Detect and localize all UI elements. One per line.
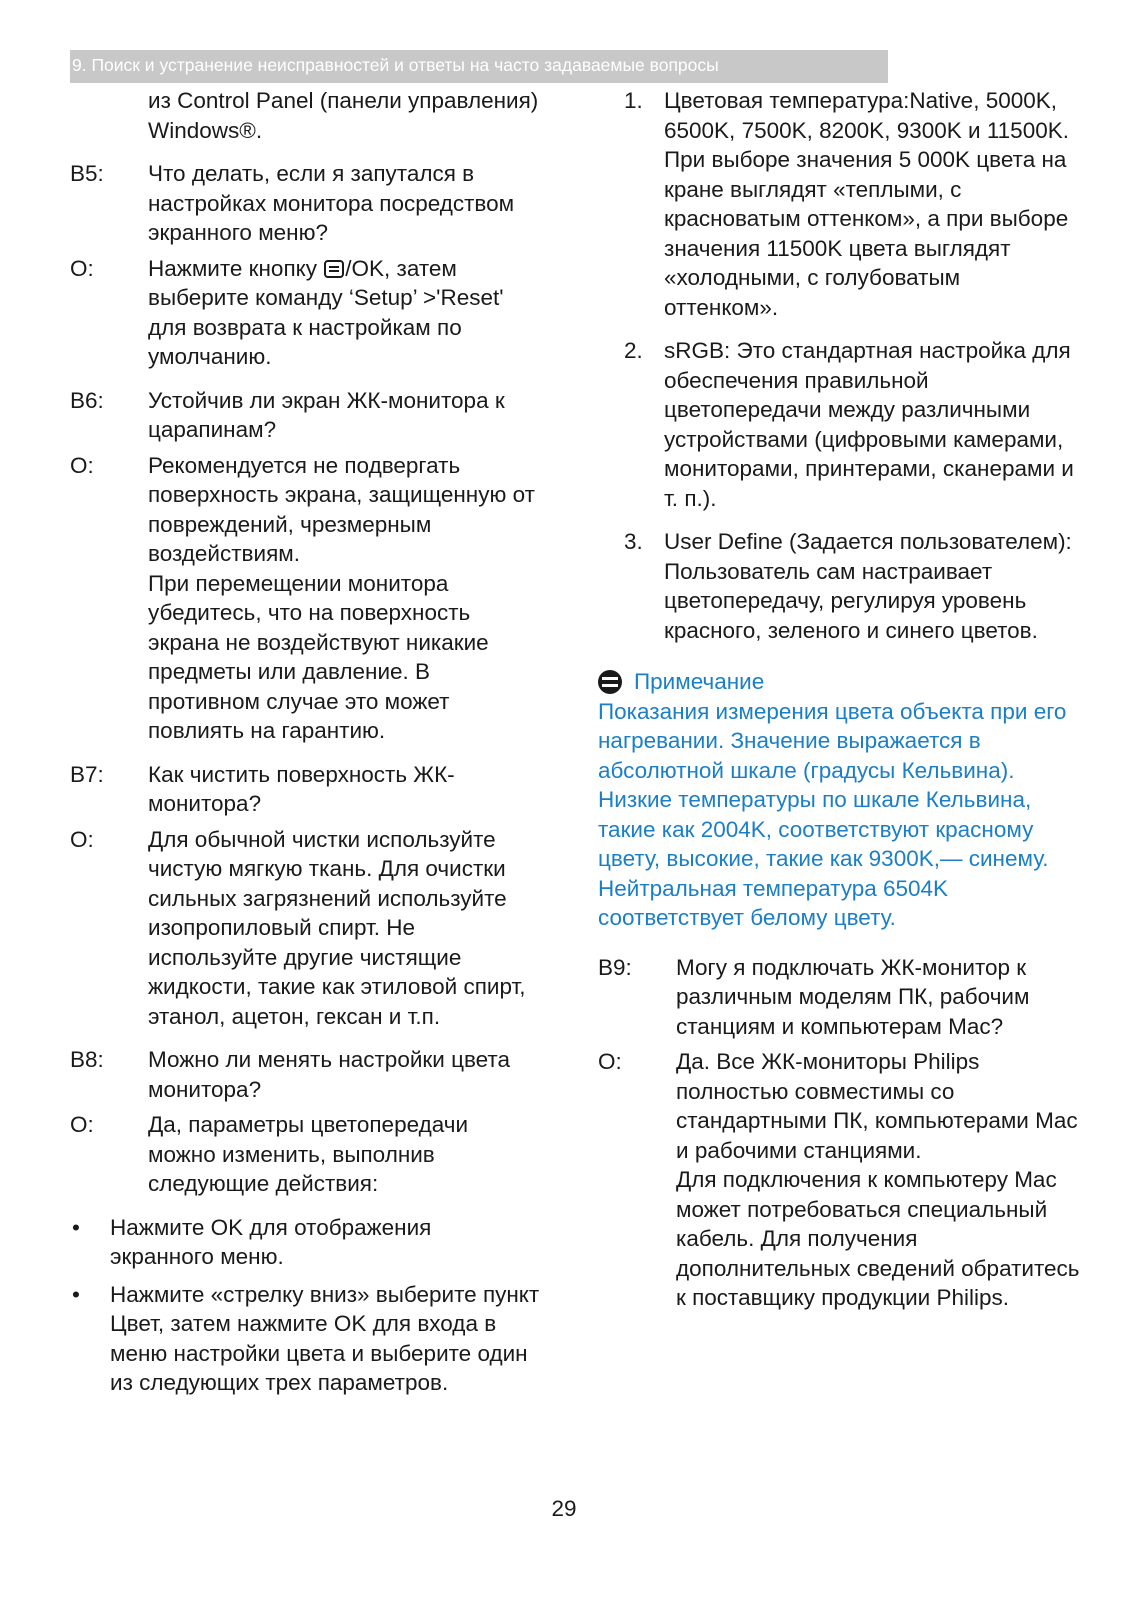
bullet-mark: • <box>72 1214 80 1240</box>
list-item <box>598 336 1080 513</box>
answer-text-1: Рекомендуется не подвергать поверхность экрана, защищенную от повреждений, чрезмерным воздействиям. <box>148 452 535 566</box>
color-options-list <box>598 86 1080 645</box>
answer-text-2: Для подключения к компьютеру Mac может потребоваться специальный кабель. Для получения дополнительных сведений обратитесь к поставщику продукции Philips. <box>676 1167 1080 1310</box>
answer-label: О: <box>70 452 94 478</box>
answer-o8 <box>70 1110 540 1199</box>
note-title: Примечание <box>634 669 765 694</box>
bullet-text: Нажмите OK для отображения экранного меню. <box>110 1214 432 1269</box>
question-text: Как чистить поверхность ЖК-монитора? <box>148 761 455 816</box>
left-column <box>70 86 540 1406</box>
right-column <box>598 86 1080 1319</box>
question-text: Можно ли менять настройки цвета монитора? <box>148 1047 510 1102</box>
question-b7 <box>70 760 540 819</box>
question-label: В9: <box>598 954 632 980</box>
question-label: В5: <box>70 161 104 186</box>
note-icon <box>598 670 622 694</box>
answer-text: Для обычной чистки используйте чистую мягкую ткань. Для очистки сильных загрязнений используйте изопропиловый спирт. Не используйте другие чистящие жидкости, такие как этиловой спирт, этанол, ацетон, гексан и т.п. <box>148 826 526 1029</box>
answer-o9 <box>598 1047 1080 1313</box>
bullet-item <box>70 1213 540 1272</box>
question-label: В7: <box>70 761 104 787</box>
answer-label: О: <box>70 255 94 281</box>
answer-label: О: <box>70 826 94 852</box>
question-label: В6: <box>70 387 104 413</box>
bullet-item <box>70 1280 540 1398</box>
list-item <box>598 527 1080 645</box>
note-heading <box>598 667 1080 697</box>
question-b9 <box>598 953 1080 1042</box>
answer-text <box>676 1047 1080 1313</box>
answer-o6 <box>70 451 540 746</box>
page-number: 29 <box>551 1496 577 1521</box>
question-b8 <box>70 1045 540 1104</box>
question-text: Что делать, если я запутался в настройках монитора посредством экранного меню? <box>148 161 515 245</box>
list-number: 2. <box>624 338 643 363</box>
list-number: 1. <box>624 88 643 113</box>
section-header: 9. Поиск и устранение неисправностей и ответы на часто задаваемые вопросы <box>70 50 888 83</box>
answer-label: О: <box>70 1112 94 1137</box>
list-item <box>598 86 1080 322</box>
bullet-text: Нажмите «стрелку вниз» выберите пункт Цвет, затем нажмите OK для входа в меню настройки цвета и выберите один из следующих трех параметров. <box>110 1281 540 1395</box>
answer-text <box>148 254 540 372</box>
question-b6 <box>70 386 540 445</box>
answer-text-post: /OK, затем выберите команду ‘Setup’ >'Reset' для возврата к настройкам по умолчанию. <box>148 255 504 369</box>
list-text: sRGB: Это стандартная настройка для обеспечения правильной цветопередачи между различными устройствами (цифровыми камерами, мониторами, принтерами, сканерами и т. п.). <box>664 338 1074 511</box>
answer-label: О: <box>598 1049 622 1074</box>
question-label: В8: <box>70 1047 104 1072</box>
answer-text-pre: Нажмите кнопку <box>148 255 317 281</box>
list-text: User Define (Задается пользователем): Пользователь сам настраивает цветопередачу, регулируя уровень красного, зеленого и синего цветов. <box>664 529 1072 643</box>
list-number: 3. <box>624 529 643 554</box>
bullet-mark: • <box>72 1281 80 1307</box>
question-text: Устойчив ли экран ЖК-монитора к царапинам? <box>148 387 505 442</box>
answer-o5 <box>70 254 540 372</box>
answer-text-2: При перемещении монитора убедитесь, что на поверхность экрана не воздействуют никакие предметы или давление. В противном случае это может повлиять на гарантию. <box>148 570 489 743</box>
list-text: Цветовая температура:Native, 5000K, 6500K, 7500K, 8200K, 9300K и 11500K. При выборе значения 5 000K цвета на кране выглядят «теплыми, с красноватым оттенком», а при выборе значения 11500K цвета выглядят «холодными, с голубоватым оттенком». <box>664 88 1069 320</box>
menu-icon <box>324 260 344 278</box>
answer-text-1: Да. Все ЖК-мониторы Philips полностью совместимы со стандартными ПК, компьютерами Mac и рабочими станциями. <box>676 1049 1078 1163</box>
answer-text: Да, параметры цветопередачи можно изменить, выполнив следующие действия: <box>148 1112 469 1196</box>
answer-o7 <box>70 825 540 1032</box>
note-body: Показания измерения цвета объекта при его нагревании. Значение выражается в абсолютной шкале (градусы Кельвина). Низкие температуры по шкале Кельвина, такие как 2004K, соответствуют красному цвету, высокие, такие как 9300K,— синему. Нейтральная температура 6504K соответствует белому цвету. <box>598 698 1067 930</box>
intro-text: из Control Panel (панели управления) Windows®. <box>148 88 539 143</box>
question-b5 <box>70 159 540 248</box>
answer-text <box>148 451 540 746</box>
question-text: Могу я подключать ЖК-монитор к различным моделям ПК, рабочим станциям и компьютерам Mac? <box>676 954 1030 1039</box>
